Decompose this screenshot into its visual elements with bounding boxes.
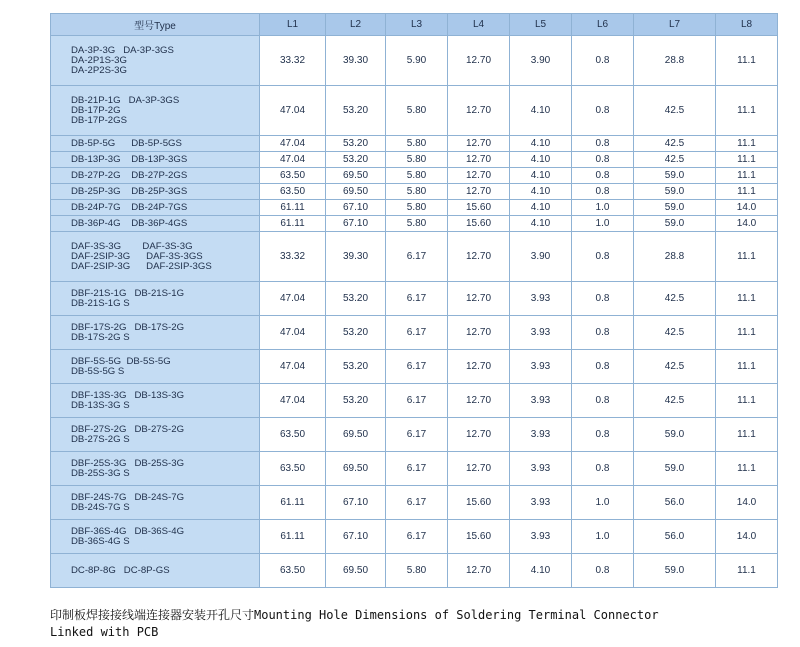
type-cell xyxy=(51,200,260,216)
value-cell-l2: 67.10 xyxy=(326,520,386,554)
type-line: DB-13P-3G DB-13P-3GS xyxy=(71,153,188,165)
value-cell-l5: 4.10 xyxy=(510,184,572,200)
type-line: DB-5P-5G DB-5P-5GS xyxy=(71,137,182,149)
value-cell-l3: 5.80 xyxy=(386,184,448,200)
value-cell-l1: 63.50 xyxy=(260,452,326,486)
type-line: DBF-13S-3G DB-13S-3G xyxy=(71,389,185,401)
type-line: DBF-25S-3G DB-25S-3G xyxy=(71,457,185,469)
value-cell-l4: 12.70 xyxy=(448,232,510,282)
type-line: DC-8P-8G DC-8P-GS xyxy=(71,564,170,576)
value-cell-l1: 47.04 xyxy=(260,86,326,136)
value-cell-l1: 47.04 xyxy=(260,152,326,168)
value-cell-l7: 42.5 xyxy=(634,350,716,384)
type-line: DB-17S-2G S xyxy=(71,331,130,343)
table-row xyxy=(51,86,778,136)
value-cell-l7: 56.0 xyxy=(634,486,716,520)
value-cell-l7: 59.0 xyxy=(634,200,716,216)
value-cell-l1: 63.50 xyxy=(260,168,326,184)
value-cell-l7: 59.0 xyxy=(634,418,716,452)
table-row xyxy=(51,452,778,486)
dimensions-table xyxy=(50,13,778,588)
value-cell-l6: 1.0 xyxy=(572,200,634,216)
table-row xyxy=(51,184,778,200)
value-cell-l2: 39.30 xyxy=(326,36,386,86)
value-cell-l2: 53.20 xyxy=(326,282,386,316)
value-cell-l7: 59.0 xyxy=(634,184,716,200)
type-cell xyxy=(51,216,260,232)
type-line: DB-24P-7G DB-24P-7GS xyxy=(71,201,188,213)
value-cell-l5: 3.90 xyxy=(510,36,572,86)
value-cell-l6: 0.8 xyxy=(572,136,634,152)
type-cell xyxy=(51,232,260,282)
header-l1: L1 xyxy=(260,14,326,36)
header-l6: L6 xyxy=(572,14,634,36)
header-type: 型号Type xyxy=(51,14,260,36)
type-cell xyxy=(51,520,260,554)
type-cell xyxy=(51,384,260,418)
header-l4: L4 xyxy=(448,14,510,36)
value-cell-l6: 0.8 xyxy=(572,452,634,486)
table-row xyxy=(51,168,778,184)
value-cell-l6: 0.8 xyxy=(572,36,634,86)
value-cell-l6: 1.0 xyxy=(572,216,634,232)
value-cell-l5: 4.10 xyxy=(510,554,572,588)
value-cell-l7: 59.0 xyxy=(634,452,716,486)
value-cell-l1: 47.04 xyxy=(260,350,326,384)
value-cell-l8: 11.1 xyxy=(716,452,778,486)
value-cell-l8: 14.0 xyxy=(716,216,778,232)
type-cell xyxy=(51,418,260,452)
value-cell-l5: 3.93 xyxy=(510,316,572,350)
value-cell-l1: 63.50 xyxy=(260,184,326,200)
type-cell xyxy=(51,350,260,384)
table-row xyxy=(51,418,778,452)
value-cell-l8: 11.1 xyxy=(716,350,778,384)
value-cell-l7: 59.0 xyxy=(634,554,716,588)
value-cell-l4: 12.70 xyxy=(448,384,510,418)
value-cell-l4: 12.70 xyxy=(448,36,510,86)
value-cell-l1: 61.11 xyxy=(260,486,326,520)
value-cell-l2: 69.50 xyxy=(326,452,386,486)
value-cell-l4: 12.70 xyxy=(448,86,510,136)
type-line: DBF-21S-1G DB-21S-1G xyxy=(71,287,185,299)
table-row xyxy=(51,316,778,350)
value-cell-l8: 11.1 xyxy=(716,232,778,282)
value-cell-l7: 42.5 xyxy=(634,282,716,316)
type-cell xyxy=(51,152,260,168)
value-cell-l2: 67.10 xyxy=(326,486,386,520)
value-cell-l2: 53.20 xyxy=(326,316,386,350)
value-cell-l6: 1.0 xyxy=(572,520,634,554)
value-cell-l3: 6.17 xyxy=(386,418,448,452)
value-cell-l1: 61.11 xyxy=(260,520,326,554)
value-cell-l4: 15.60 xyxy=(448,200,510,216)
value-cell-l5: 3.93 xyxy=(510,418,572,452)
table-row xyxy=(51,136,778,152)
value-cell-l8: 11.1 xyxy=(716,316,778,350)
value-cell-l8: 11.1 xyxy=(716,384,778,418)
table-row xyxy=(51,282,778,316)
type-line: DB-36S-4G S xyxy=(71,535,130,547)
header-l2: L2 xyxy=(326,14,386,36)
value-cell-l2: 39.30 xyxy=(326,232,386,282)
type-line: DB-24S-7G S xyxy=(71,501,130,513)
value-cell-l2: 53.20 xyxy=(326,86,386,136)
value-cell-l4: 15.60 xyxy=(448,216,510,232)
header-row xyxy=(51,14,778,36)
value-cell-l2: 69.50 xyxy=(326,168,386,184)
value-cell-l8: 14.0 xyxy=(716,486,778,520)
value-cell-l6: 0.8 xyxy=(572,350,634,384)
type-line: DBF-5S-5G DB-5S-5G xyxy=(71,355,171,367)
value-cell-l2: 53.20 xyxy=(326,136,386,152)
value-cell-l4: 12.70 xyxy=(448,316,510,350)
value-cell-l8: 14.0 xyxy=(716,520,778,554)
value-cell-l6: 0.8 xyxy=(572,232,634,282)
header-l7: L7 xyxy=(634,14,716,36)
type-line: DBF-27S-2G DB-27S-2G xyxy=(71,423,185,435)
header-l3: L3 xyxy=(386,14,448,36)
value-cell-l3: 6.17 xyxy=(386,350,448,384)
value-cell-l2: 53.20 xyxy=(326,350,386,384)
value-cell-l5: 4.10 xyxy=(510,216,572,232)
value-cell-l1: 47.04 xyxy=(260,384,326,418)
value-cell-l7: 42.5 xyxy=(634,316,716,350)
value-cell-l8: 11.1 xyxy=(716,168,778,184)
header-l8: L8 xyxy=(716,14,778,36)
value-cell-l6: 0.8 xyxy=(572,554,634,588)
value-cell-l2: 67.10 xyxy=(326,200,386,216)
value-cell-l6: 0.8 xyxy=(572,152,634,168)
value-cell-l7: 28.8 xyxy=(634,36,716,86)
type-line: DAF-2SIP-3G DAF-2SIP-3GS xyxy=(71,260,212,272)
value-cell-l7: 42.5 xyxy=(634,384,716,418)
value-cell-l5: 3.90 xyxy=(510,232,572,282)
value-cell-l4: 12.70 xyxy=(448,282,510,316)
type-line: DA-2P1S-3G xyxy=(71,54,127,66)
type-line: DB-36P-4G DB-36P-4GS xyxy=(71,217,188,229)
value-cell-l1: 47.04 xyxy=(260,136,326,152)
value-cell-l6: 0.8 xyxy=(572,384,634,418)
value-cell-l5: 3.93 xyxy=(510,520,572,554)
value-cell-l6: 0.8 xyxy=(572,86,634,136)
value-cell-l1: 63.50 xyxy=(260,418,326,452)
value-cell-l3: 5.80 xyxy=(386,200,448,216)
value-cell-l7: 42.5 xyxy=(634,86,716,136)
value-cell-l4: 12.70 xyxy=(448,554,510,588)
type-line: DB-13S-3G S xyxy=(71,399,130,411)
type-cell xyxy=(51,282,260,316)
value-cell-l2: 67.10 xyxy=(326,216,386,232)
value-cell-l8: 14.0 xyxy=(716,200,778,216)
value-cell-l7: 59.0 xyxy=(634,168,716,184)
value-cell-l1: 61.11 xyxy=(260,216,326,232)
value-cell-l7: 28.8 xyxy=(634,232,716,282)
value-cell-l8: 11.1 xyxy=(716,418,778,452)
type-line: DB-21P-1G DA-3P-3GS xyxy=(71,94,180,106)
value-cell-l2: 53.20 xyxy=(326,384,386,418)
value-cell-l5: 3.93 xyxy=(510,384,572,418)
table-row xyxy=(51,216,778,232)
value-cell-l3: 5.90 xyxy=(386,36,448,86)
value-cell-l5: 4.10 xyxy=(510,152,572,168)
type-cell xyxy=(51,452,260,486)
value-cell-l7: 42.5 xyxy=(634,152,716,168)
value-cell-l7: 56.0 xyxy=(634,520,716,554)
value-cell-l8: 11.1 xyxy=(716,282,778,316)
value-cell-l4: 12.70 xyxy=(448,136,510,152)
value-cell-l1: 47.04 xyxy=(260,316,326,350)
type-cell xyxy=(51,554,260,588)
type-line: DB-21S-1G S xyxy=(71,297,130,309)
table-row xyxy=(51,520,778,554)
value-cell-l7: 42.5 xyxy=(634,136,716,152)
value-cell-l3: 6.17 xyxy=(386,316,448,350)
caption xyxy=(50,607,770,641)
type-cell xyxy=(51,486,260,520)
type-cell xyxy=(51,316,260,350)
value-cell-l1: 33.32 xyxy=(260,232,326,282)
type-line: DA-3P-3G DA-3P-3GS xyxy=(71,44,174,56)
type-line: DB-17P-2GS xyxy=(71,114,127,126)
table-row xyxy=(51,384,778,418)
header-l5: L5 xyxy=(510,14,572,36)
value-cell-l3: 5.80 xyxy=(386,216,448,232)
type-line: DBF-24S-7G DB-24S-7G xyxy=(71,491,185,503)
value-cell-l6: 0.8 xyxy=(572,168,634,184)
value-cell-l3: 6.17 xyxy=(386,384,448,418)
value-cell-l3: 5.80 xyxy=(386,152,448,168)
type-line: DB-27S-2G S xyxy=(71,433,130,445)
value-cell-l5: 4.10 xyxy=(510,168,572,184)
value-cell-l6: 0.8 xyxy=(572,316,634,350)
value-cell-l3: 6.17 xyxy=(386,232,448,282)
type-line: DAF-3S-3G DAF-3S-3G xyxy=(71,240,193,252)
value-cell-l6: 1.0 xyxy=(572,486,634,520)
type-line: DB-17P-2G xyxy=(71,104,121,116)
value-cell-l8: 11.1 xyxy=(716,152,778,168)
value-cell-l2: 69.50 xyxy=(326,554,386,588)
value-cell-l2: 69.50 xyxy=(326,418,386,452)
value-cell-l5: 3.93 xyxy=(510,486,572,520)
value-cell-l3: 6.17 xyxy=(386,486,448,520)
value-cell-l5: 4.10 xyxy=(510,136,572,152)
value-cell-l1: 47.04 xyxy=(260,282,326,316)
value-cell-l5: 3.93 xyxy=(510,282,572,316)
value-cell-l8: 11.1 xyxy=(716,86,778,136)
type-cell xyxy=(51,184,260,200)
caption-line-1: 印制板焊接接线端连接器安装开孔尺寸Mounting Hole Dimensions of Soldering Terminal Connector xyxy=(50,608,659,622)
type-line: DBF-36S-4G DB-36S-4G xyxy=(71,525,185,537)
value-cell-l6: 0.8 xyxy=(572,418,634,452)
value-cell-l4: 12.70 xyxy=(448,418,510,452)
value-cell-l4: 12.70 xyxy=(448,350,510,384)
value-cell-l5: 3.93 xyxy=(510,452,572,486)
value-cell-l4: 12.70 xyxy=(448,152,510,168)
value-cell-l4: 12.70 xyxy=(448,452,510,486)
value-cell-l3: 5.80 xyxy=(386,554,448,588)
type-line: DBF-17S-2G DB-17S-2G xyxy=(71,321,185,333)
value-cell-l3: 5.80 xyxy=(386,86,448,136)
value-cell-l2: 53.20 xyxy=(326,152,386,168)
type-line: DA-2P2S-3G xyxy=(71,64,127,76)
value-cell-l2: 69.50 xyxy=(326,184,386,200)
table-row xyxy=(51,36,778,86)
value-cell-l6: 0.8 xyxy=(572,282,634,316)
value-cell-l8: 11.1 xyxy=(716,136,778,152)
value-cell-l1: 33.32 xyxy=(260,36,326,86)
table-row xyxy=(51,486,778,520)
table-row xyxy=(51,554,778,588)
table-row xyxy=(51,350,778,384)
type-line: DB-5S-5G S xyxy=(71,365,125,377)
table-row xyxy=(51,152,778,168)
type-cell xyxy=(51,136,260,152)
value-cell-l5: 4.10 xyxy=(510,86,572,136)
value-cell-l4: 15.60 xyxy=(448,486,510,520)
caption-line-2: Linked with PCB xyxy=(50,625,159,639)
value-cell-l8: 11.1 xyxy=(716,554,778,588)
value-cell-l5: 3.93 xyxy=(510,350,572,384)
value-cell-l1: 63.50 xyxy=(260,554,326,588)
table-body xyxy=(51,36,778,588)
type-cell xyxy=(51,86,260,136)
value-cell-l3: 6.17 xyxy=(386,520,448,554)
type-line: DAF-2SIP-3G DAF-3S-3GS xyxy=(71,250,203,262)
value-cell-l7: 59.0 xyxy=(634,216,716,232)
type-line: DB-27P-2G DB-27P-2GS xyxy=(71,169,188,181)
value-cell-l8: 11.1 xyxy=(716,184,778,200)
value-cell-l6: 0.8 xyxy=(572,184,634,200)
value-cell-l3: 6.17 xyxy=(386,452,448,486)
table-row xyxy=(51,200,778,216)
value-cell-l3: 6.17 xyxy=(386,282,448,316)
value-cell-l3: 5.80 xyxy=(386,168,448,184)
type-cell xyxy=(51,168,260,184)
value-cell-l1: 61.11 xyxy=(260,200,326,216)
value-cell-l8: 11.1 xyxy=(716,36,778,86)
type-line: DB-25S-3G S xyxy=(71,467,130,479)
type-cell xyxy=(51,36,260,86)
value-cell-l3: 5.80 xyxy=(386,136,448,152)
value-cell-l4: 15.60 xyxy=(448,520,510,554)
value-cell-l4: 12.70 xyxy=(448,168,510,184)
value-cell-l4: 12.70 xyxy=(448,184,510,200)
value-cell-l5: 4.10 xyxy=(510,200,572,216)
type-line: DB-25P-3G DB-25P-3GS xyxy=(71,185,188,197)
table-row xyxy=(51,232,778,282)
